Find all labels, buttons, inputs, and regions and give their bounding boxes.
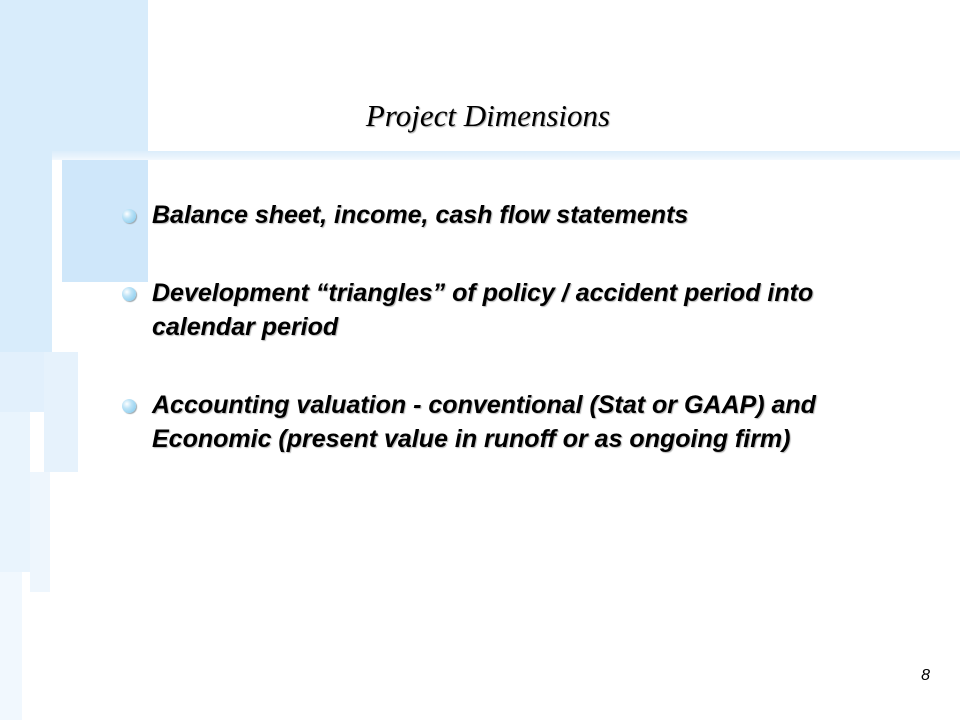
page-number: 8 [921,667,930,684]
bullet-text: Development “triangles” of policy / accident period into calendar period [152,279,814,341]
bullet-dot-icon [122,209,136,223]
bullet-dot-icon [122,287,136,301]
bullet-text: Balance sheet, income, cash flow statements [152,201,689,229]
bullet-dot-icon [122,399,136,413]
slide-title: Project Dimensions [365,98,611,133]
bullet-item [122,388,882,456]
bullet-list [122,198,882,456]
bullet-item [122,276,882,344]
title-underline-bar [52,151,960,160]
bullet-text: Accounting valuation - conventional (Stat or GAAP) and Economic (present value in runoff or as ongoing firm) [152,391,816,453]
bullet-item [122,198,882,232]
